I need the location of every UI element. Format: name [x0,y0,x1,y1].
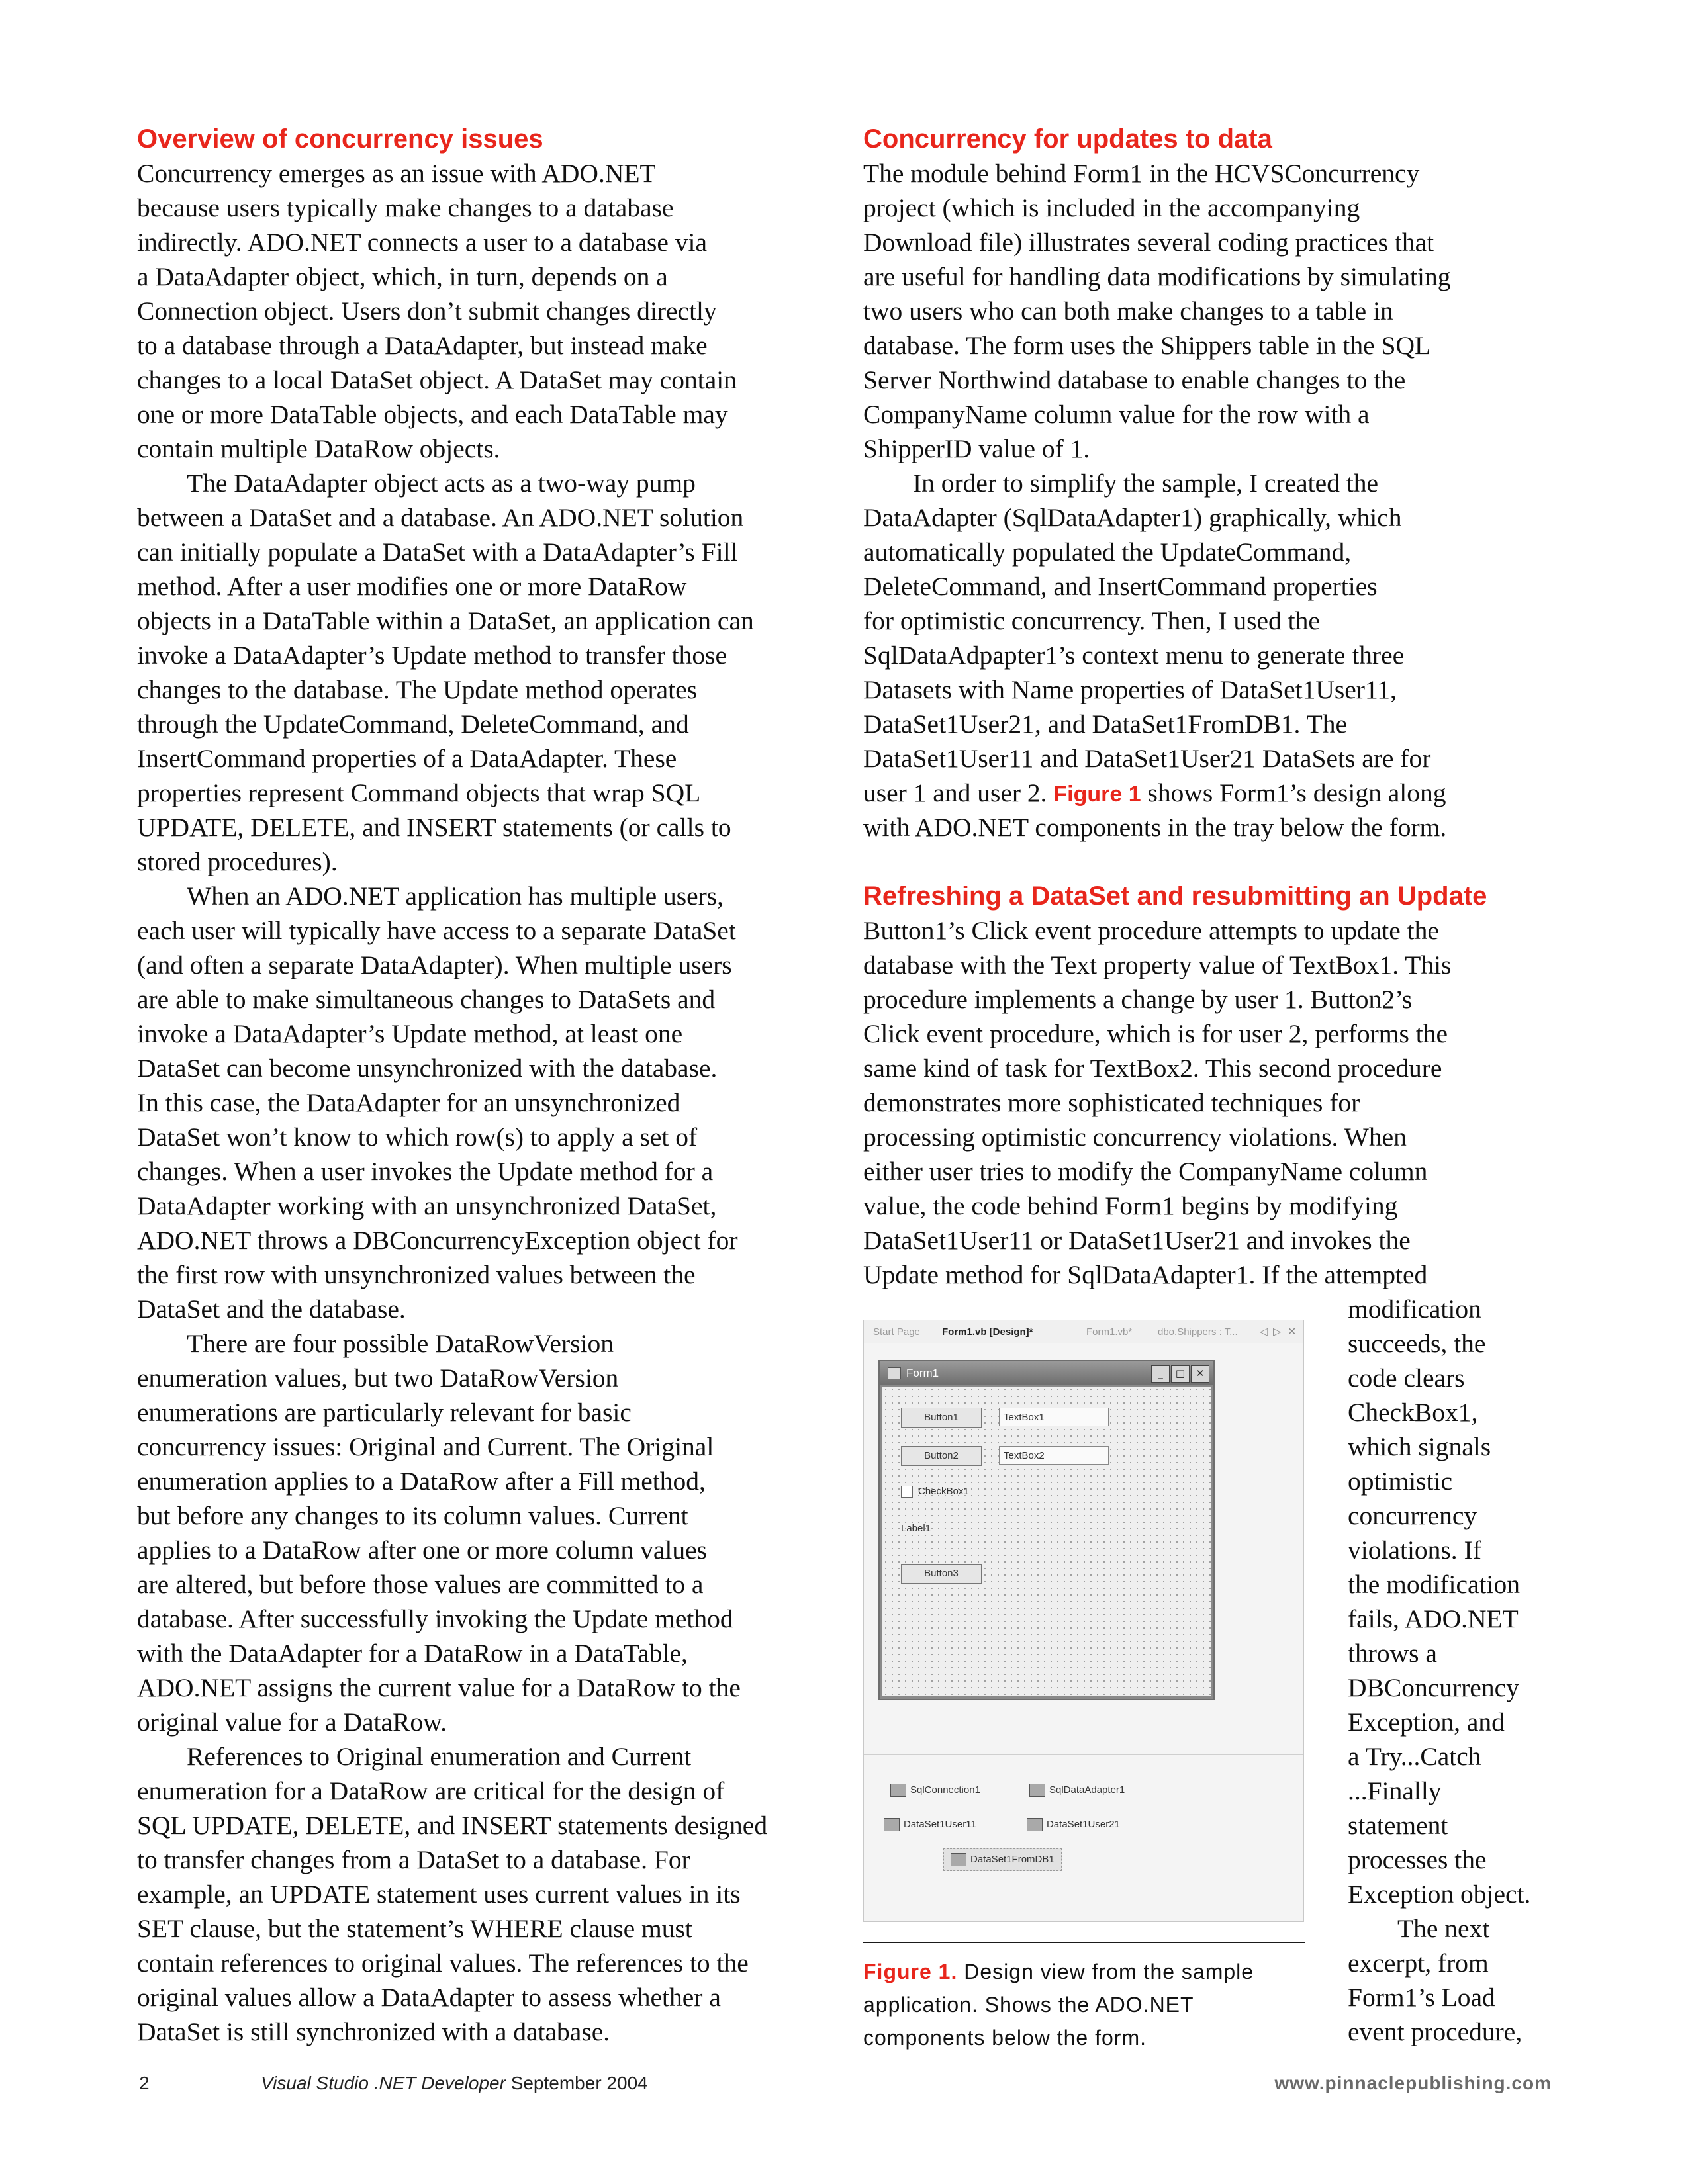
text-line: to transfer changes from a DataSet to a database. For [137,1845,690,1874]
text-line: excerpt, from [1348,1948,1489,1978]
text-line: can initially populate a DataSet with a DataAdapter’s Fill [137,537,738,567]
text-line: DataSet can become unsynchronized with the database. [137,1054,718,1083]
text-line: the first row with unsynchronized values between the [137,1260,696,1289]
text-line: Exception object. [1348,1880,1531,1909]
component-dataset1fromdb1[interactable] [943,1848,1062,1871]
text-line: contain references to original values. The references to the [137,1948,749,1978]
button3[interactable]: Button3 [901,1564,982,1584]
text-line: concurrency [1348,1501,1477,1530]
text-line: automatically populated the UpdateCommand, [863,537,1352,567]
text-line: example, an UPDATE statement uses current values in its [137,1880,741,1909]
text-line: Update method for SqlDataAdapter1. If the attempted [863,1260,1428,1289]
document-tab-strip [864,1320,1303,1343]
section-heading-overview: Overview of concurrency issues [137,124,543,154]
page-number: 2 [139,2073,150,2093]
text-line: contain multiple DataRow objects. [137,434,500,463]
text-line: either user tries to modify the CompanyName column [863,1157,1428,1186]
text-line: changes to the database. The Update method operates [137,675,698,704]
text-line: DeleteCommand, and InsertCommand properties [863,572,1378,601]
button1[interactable]: Button1 [901,1408,982,1428]
text-line: processing optimistic concurrency violations. When [863,1122,1407,1152]
publication-info [261,2073,648,2094]
form-icon [888,1367,901,1379]
text-line: value, the code behind Form1 begins by modifying [863,1191,1398,1220]
text-span: user 1 and user 2. [863,778,1054,807]
component-tray-divider [864,1754,1303,1755]
caption-text: Design view from the sample [957,1960,1254,1983]
text-line: a Try...Catch [1348,1742,1481,1771]
text-line: the modification [1348,1570,1520,1599]
form1-window [878,1360,1215,1700]
text-line: each user will typically have access to a separate DataSet [137,916,736,945]
publication-date: September 2004 [510,2073,648,2093]
left-column [137,122,825,2049]
text-line: method. After a user modifies one or more DataRow [137,572,687,601]
text-line: modification [1348,1295,1481,1324]
minimize-icon[interactable]: _ [1151,1365,1170,1383]
text-line: Server Northwind database to enable changes to the [863,365,1406,394]
paragraph-3 [863,913,1552,1292]
page-footer [0,2073,1688,2099]
section-heading-refreshing: Refreshing a DataSet and resubmitting an Update [863,882,1487,911]
paragraph-4 [137,1326,825,1739]
component-label: DataSet1User21 [1047,1818,1120,1830]
text-line: changes to a local DataSet object. A DataSet may contain [137,365,737,394]
caption-line: components below the form. [863,2026,1147,2050]
text-line: UPDATE, DELETE, and INSERT statements (or calls to [137,813,731,842]
tab-start-page[interactable]: Start Page [873,1326,920,1338]
figure-1 [863,1320,1307,1926]
text-line: project (which is included in the accompanying [863,193,1360,222]
text-line: optimistic [1348,1467,1452,1496]
text-line: DataSet and the database. [137,1295,406,1324]
text-line: enumerations are particularly relevant for basic [137,1398,632,1427]
text-span: shows Form1’s design along [1141,778,1446,807]
text-line: concurrency issues: Original and Current. The Original [137,1432,714,1461]
form1-design-surface[interactable] [882,1387,1211,1696]
checkbox1-box[interactable] [901,1486,913,1498]
text-line: database. The form uses the Shippers table in the SQL [863,331,1431,360]
text-line: for optimistic concurrency. Then, I used the [863,606,1320,635]
dataset-icon [1027,1818,1043,1831]
text-line: In order to simplify the sample, I created the [913,469,1379,498]
component-label: DataSet1User11 [904,1818,976,1830]
text-line: are able to make simultaneous changes to DataSets and [137,985,716,1014]
component-sqlconnection1[interactable] [890,1784,980,1797]
text-line: with the DataAdapter for a DataRow in a DataTable, [137,1639,688,1668]
text-line: DataAdapter working with an unsynchronized DataSet, [137,1191,717,1220]
text-line: ADO.NET throws a DBConcurrencyException object for [137,1226,738,1255]
paragraph-3 [137,879,825,1326]
component-dataset1user11[interactable] [884,1818,976,1831]
text-line: SQL UPDATE, DELETE, and INSERT statements designed [137,1811,768,1840]
component-label: DataSet1FromDB1 [970,1853,1055,1865]
text-line: violations. If [1348,1535,1481,1565]
text-line: ADO.NET assigns the current value for a DataRow to the [137,1673,741,1702]
paragraph-2 [863,466,1552,844]
caption-line: application. Shows the ADO.NET [863,1993,1194,2017]
text-line: DataSet1User11 or DataSet1User21 and invokes the [863,1226,1411,1255]
figure-reference-link[interactable]: Figure 1 [1053,782,1141,807]
text-line: processes the [1348,1845,1487,1874]
close-icon[interactable]: ✕ [1288,1326,1297,1338]
text-line: a DataAdapter object, which, in turn, depends on a [137,262,668,291]
data-adapter-icon [1029,1784,1045,1797]
text-line: DataAdapter (SqlDataAdapter1) graphically, which [863,503,1402,532]
component-label: SqlDataAdapter1 [1049,1784,1125,1796]
text-line: CompanyName column value for the row with a [863,400,1370,429]
text-line: ...Finally [1348,1776,1442,1805]
text-line: between a DataSet and a database. An ADO.NET solution [137,503,744,532]
label1: Label1 [901,1523,931,1534]
textbox1[interactable]: TextBox1 [999,1408,1109,1426]
text-line: indirectly. ADO.NET connects a user to a database via [137,228,708,257]
text-line: Click event procedure, which is for user 2, performs the [863,1019,1448,1048]
text-line: through the UpdateCommand, DeleteCommand, and [137,709,689,739]
text-line: to a database through a DataAdapter, but instead make [137,331,708,360]
text-line: database with the Text property value of TextBox1. This [863,950,1452,979]
text-line: In this case, the DataAdapter for an unsynchronized [137,1088,680,1117]
text-line: When an ADO.NET application has multiple users, [187,882,724,911]
text-line: Form1’s Load [1348,1983,1495,2012]
button2[interactable]: Button2 [901,1446,982,1466]
section-spacer [863,844,1552,879]
scroll-left-icon[interactable]: ◁ [1260,1326,1268,1338]
text-line: Exception, and [1348,1707,1505,1737]
figure-divider [863,1942,1305,1943]
textbox2[interactable]: TextBox2 [999,1446,1109,1465]
text-line: invoke a DataAdapter’s Update method, at least one [137,1019,683,1048]
text-line [863,776,1552,810]
component-dataset1user21[interactable] [1027,1818,1120,1831]
text-line: enumeration for a DataRow are critical for the design of [137,1776,725,1805]
paragraph-2 [137,466,825,879]
close-icon[interactable]: ✕ [1191,1365,1209,1383]
text-line: two users who can both make changes to a table in [863,296,1393,326]
text-line: CheckBox1, [1348,1398,1478,1427]
text-line: SqlDataAdpapter1’s context menu to generate three [863,641,1405,670]
checkbox1-label: CheckBox1 [918,1486,969,1497]
scroll-right-icon[interactable]: ▷ [1273,1326,1282,1338]
text-line: demonstrates more sophisticated techniques for [863,1088,1360,1117]
text-line: Button1’s Click event procedure attempts to update the [863,916,1439,945]
text-line: statement [1348,1811,1448,1840]
text-line: code clears [1348,1363,1465,1392]
text-line: ShipperID value of 1. [863,434,1090,463]
text-line: are altered, but before those values are committed to a [137,1570,704,1599]
text-line: which signals [1348,1432,1491,1461]
text-line: event procedure, [1348,2017,1523,2046]
right-column [863,122,1552,1292]
text-line: DataSet1User21, and DataSet1FromDB1. The [863,709,1347,739]
tab-dbo-shippers[interactable]: dbo.Shippers : T... [1158,1326,1238,1338]
tab-form1-design[interactable]: Form1.vb [Design]* [942,1326,1033,1338]
designer-screenshot [863,1320,1304,1922]
text-line: changes. When a user invokes the Update method for a [137,1157,714,1186]
form1-title-bar[interactable] [880,1361,1213,1385]
form1-title: Form1 [906,1367,939,1379]
paragraph-1 [863,156,1552,466]
text-line: Datasets with Name properties of DataSet1User11, [863,675,1397,704]
text-line: There are four possible DataRowVersion [187,1329,614,1358]
dataset-icon [951,1853,966,1866]
text-line: InsertCommand properties of a DataAdapter. These [137,744,677,773]
component-sqldataadapter1[interactable] [1029,1784,1125,1797]
tab-form1-code[interactable]: Form1.vb* [1086,1326,1133,1338]
paragraph-1 [137,156,825,466]
text-line: (and often a separate DataAdapter). When multiple users [137,950,732,979]
caption-line [863,1955,1313,1988]
publication-title: Visual Studio .NET Developer [261,2073,506,2093]
text-line: stored procedures). [137,847,338,876]
text-line: The module behind Form1 in the HCVSConcurrency [863,159,1420,188]
text-line: original values allow a DataAdapter to assess whether a [137,1983,721,2012]
section-heading-updates: Concurrency for updates to data [863,124,1272,154]
caption-figure-label: Figure 1. [863,1960,958,1983]
text-line: Concurrency emerges as an issue with ADO.NET [137,159,656,188]
text-line: are useful for handling data modifications by simulating [863,262,1451,291]
text-line: enumeration values, but two DataRowVersion [137,1363,619,1392]
text-line: DBConcurrency [1348,1673,1519,1702]
dataset-icon [884,1818,900,1831]
paragraph-5 [137,1739,825,2049]
text-line: The next [1397,1914,1490,1943]
text-line: properties represent Command objects that wrap SQL [137,778,701,807]
text-line: same kind of task for TextBox2. This second procedure [863,1054,1442,1083]
text-line: invoke a DataAdapter’s Update method to transfer those [137,641,727,670]
text-line: SET clause, but the statement’s WHERE clause must [137,1914,692,1943]
text-line: procedure implements a change by user 1. Button2’s [863,985,1413,1014]
maximize-icon[interactable]: □ [1171,1365,1190,1383]
text-line: one or more DataTable objects, and each DataTable may [137,400,728,429]
text-line: DataSet1User11 and DataSet1User21 DataSets are for [863,744,1431,773]
website-link[interactable]: www.pinnaclepublishing.com [1274,2073,1552,2093]
text-line: because users typically make changes to a database [137,193,674,222]
text-line: Download file) illustrates several coding practices that [863,228,1434,257]
text-line: The DataAdapter object acts as a two-way pump [187,469,696,498]
text-line: applies to a DataRow after one or more column values [137,1535,708,1565]
wrapped-text-column [1348,1292,1560,2049]
text-line: enumeration applies to a DataRow after a Fill method, [137,1467,706,1496]
text-line: succeeds, the [1348,1329,1486,1358]
component-label: SqlConnection1 [910,1784,980,1796]
text-line: DataSet won’t know to which row(s) to apply a set of [137,1122,698,1152]
text-line: original value for a DataRow. [137,1707,447,1737]
connection-icon [890,1784,906,1797]
text-line: with ADO.NET components in the tray below the form. [863,813,1447,842]
text-line: fails, ADO.NET [1348,1604,1519,1633]
text-line: throws a [1348,1639,1437,1668]
figure-caption [863,1955,1313,2054]
text-line: DataSet is still synchronized with a database. [137,2017,610,2046]
text-line: but before any changes to its column values. Current [137,1501,688,1530]
text-line: References to Original enumeration and Current [187,1742,692,1771]
text-line: database. After successfully invoking the Update method [137,1604,733,1633]
text-line: objects in a DataTable within a DataSet, an application can [137,606,754,635]
text-line: Connection object. Users don’t submit changes directly [137,296,717,326]
